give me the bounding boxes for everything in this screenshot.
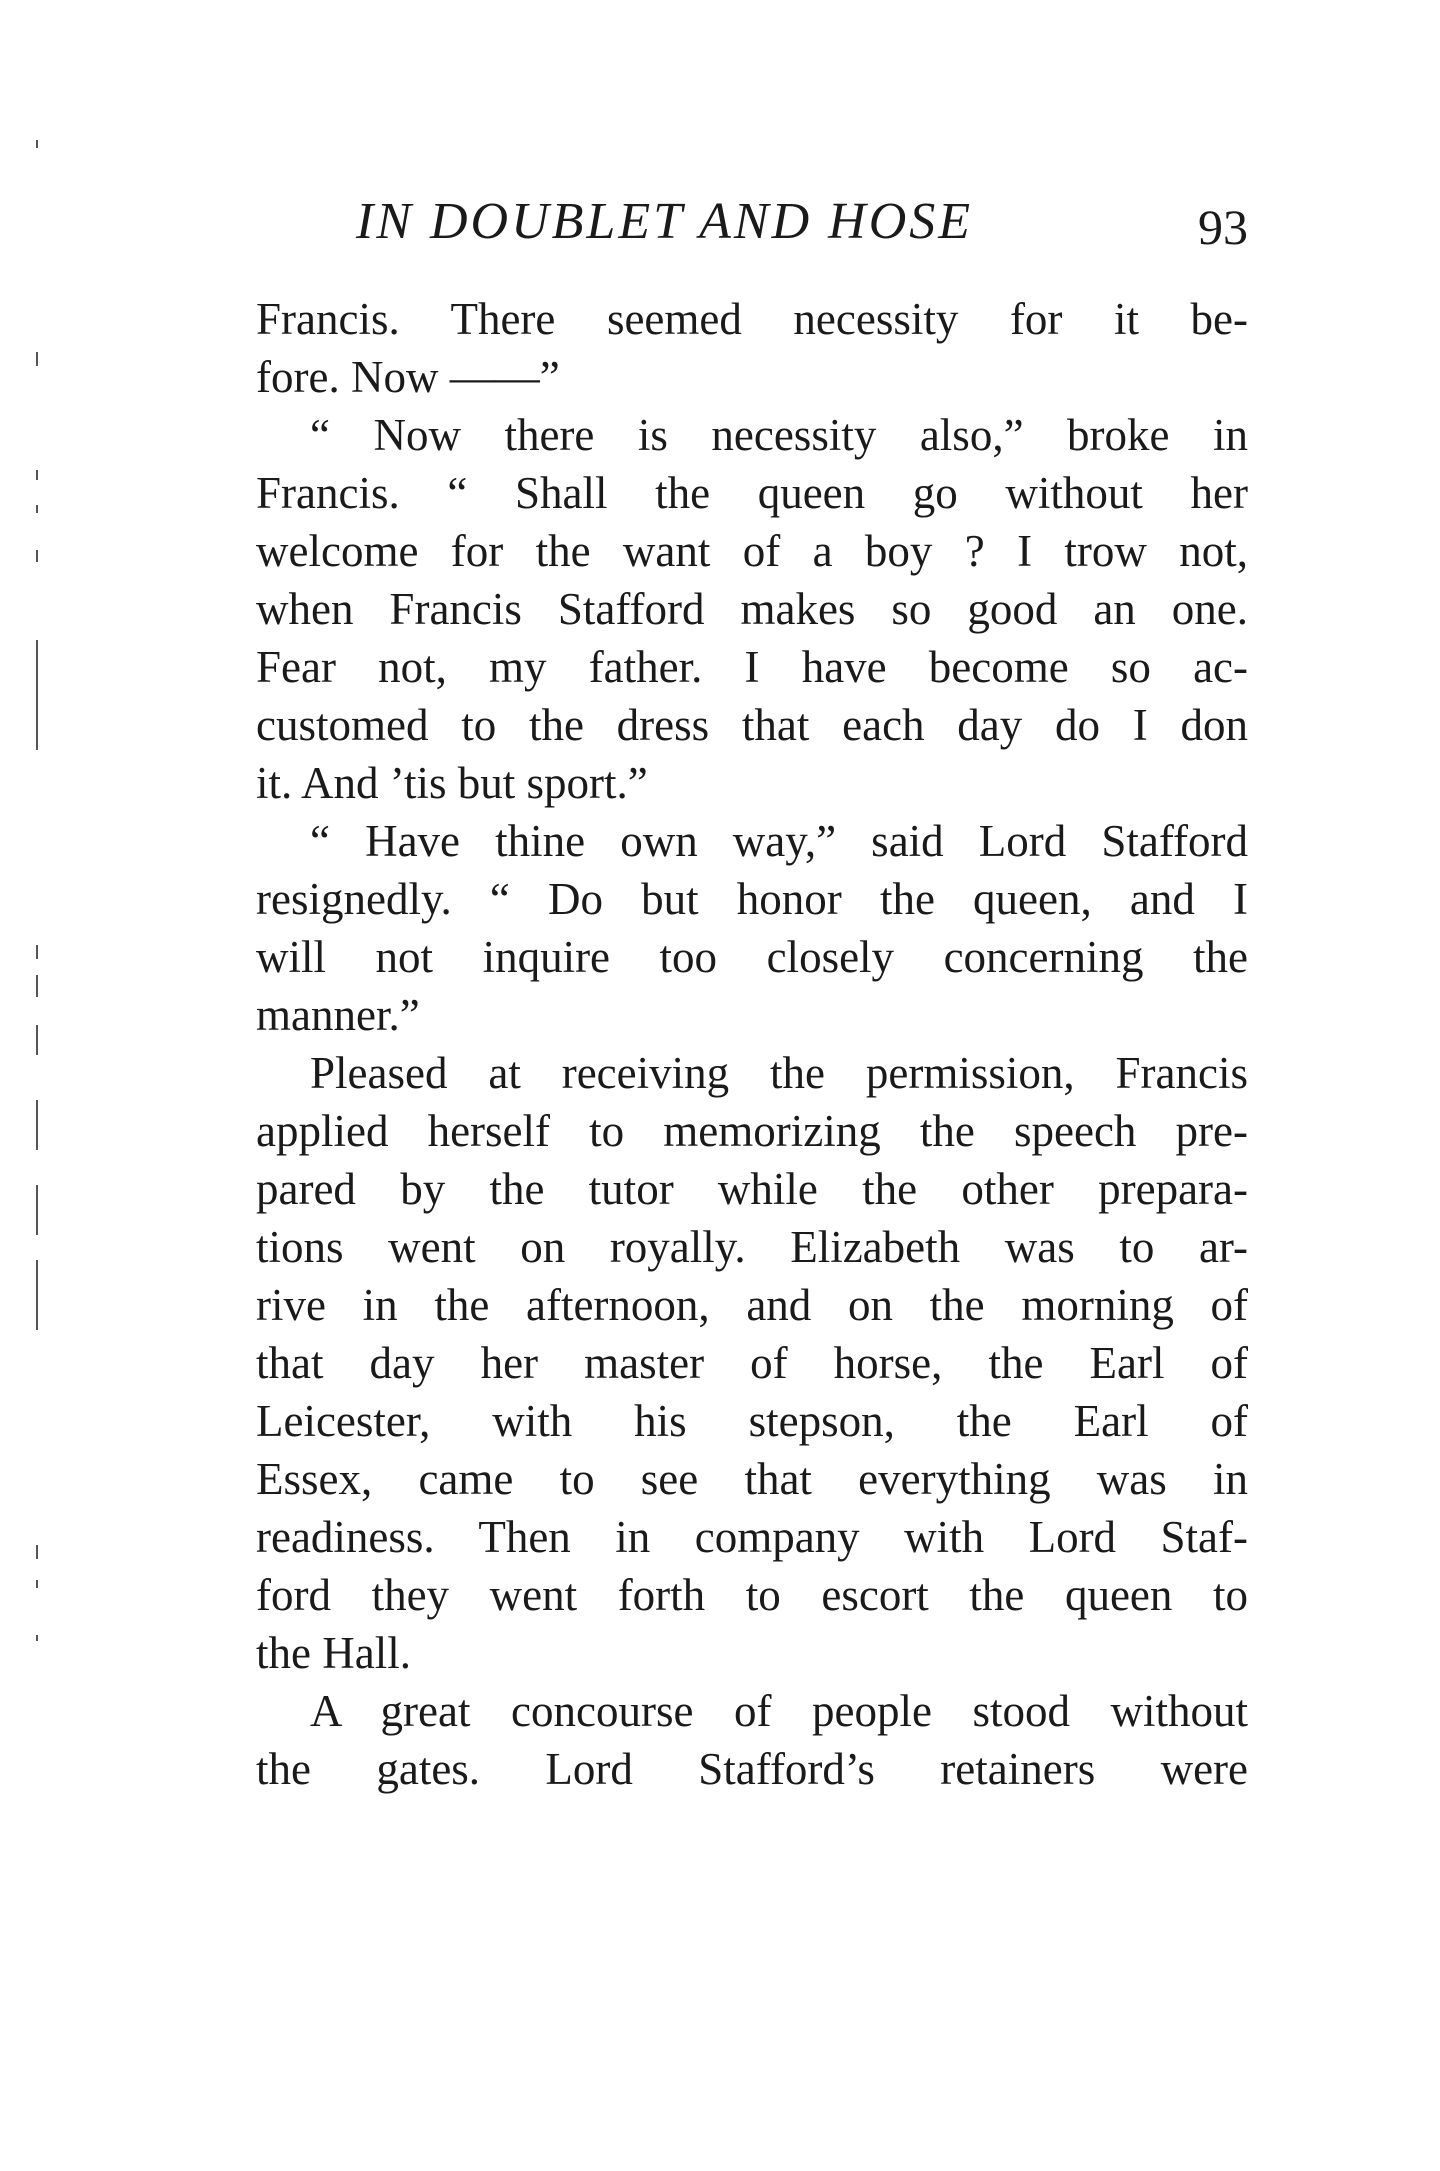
- text-line: Pleased at receiving the permission, Francis: [310, 1048, 1248, 1098]
- text-line: that day her master of horse, the Earl of: [256, 1338, 1248, 1388]
- margin-mark: [36, 1635, 38, 1641]
- margin-mark: [36, 1260, 38, 1330]
- text-line: customed to the dress that each day do I don: [256, 700, 1248, 750]
- text-line: A great concourse of people stood without: [310, 1686, 1248, 1736]
- text-line: rive in the afternoon, and on the morning of: [256, 1280, 1248, 1330]
- margin-mark: [36, 1580, 38, 1588]
- page-number: 93: [1198, 199, 1248, 255]
- text-line: manner.”: [256, 990, 420, 1040]
- margin-mark: [36, 1545, 38, 1559]
- margin-mark: [36, 505, 38, 513]
- text-line: applied herself to memorizing the speech pre-: [256, 1106, 1248, 1156]
- margin-mark: [36, 975, 38, 997]
- text-line: the Hall.: [256, 1628, 411, 1678]
- text-line: Leicester, with his stepson, the Earl of: [256, 1396, 1248, 1446]
- text-line: will not inquire too closely concerning the: [256, 932, 1248, 982]
- text-line: tions went on royally. Elizabeth was to ar-: [256, 1222, 1248, 1272]
- text-line: readiness. Then in company with Lord Staf-: [256, 1512, 1248, 1562]
- text-line: ford they went forth to escort the queen to: [256, 1570, 1248, 1620]
- margin-mark: [36, 352, 38, 366]
- text-line: Francis. “ Shall the queen go without her: [256, 468, 1248, 518]
- text-line: pared by the tutor while the other prepara-: [256, 1164, 1248, 1214]
- running-head: [256, 192, 1248, 264]
- text-line: Fear not, my father. I have become so ac-: [256, 642, 1248, 692]
- text-line: welcome for the want of a boy ? I trow not,: [256, 526, 1248, 576]
- margin-mark: [36, 550, 38, 562]
- text-line: “ Have thine own way,” said Lord Stafford: [310, 816, 1248, 866]
- binding-margin-marks: [28, 130, 48, 2030]
- margin-mark: [36, 945, 38, 959]
- body-text: [256, 290, 1248, 1798]
- text-line: fore. Now ——”: [256, 352, 560, 402]
- text-line: resignedly. “ Do but honor the queen, and I: [256, 874, 1248, 924]
- text-line: it. And ’tis but sport.”: [256, 758, 648, 808]
- text-line: when Francis Stafford makes so good an one.: [256, 584, 1248, 634]
- margin-mark: [36, 1025, 38, 1055]
- margin-mark: [36, 1100, 38, 1150]
- text-line: the gates. Lord Stafford’s retainers were: [256, 1744, 1248, 1794]
- margin-mark: [36, 1185, 38, 1235]
- running-title: IN DOUBLET AND HOSE: [356, 193, 974, 250]
- text-line: Essex, came to see that everything was in: [256, 1454, 1248, 1504]
- margin-mark: [36, 140, 38, 148]
- margin-mark: [36, 640, 38, 750]
- text-line: “ Now there is necessity also,” broke in: [310, 410, 1248, 460]
- text-line: Francis. There seemed necessity for it be-: [256, 294, 1248, 344]
- margin-mark: [36, 470, 38, 480]
